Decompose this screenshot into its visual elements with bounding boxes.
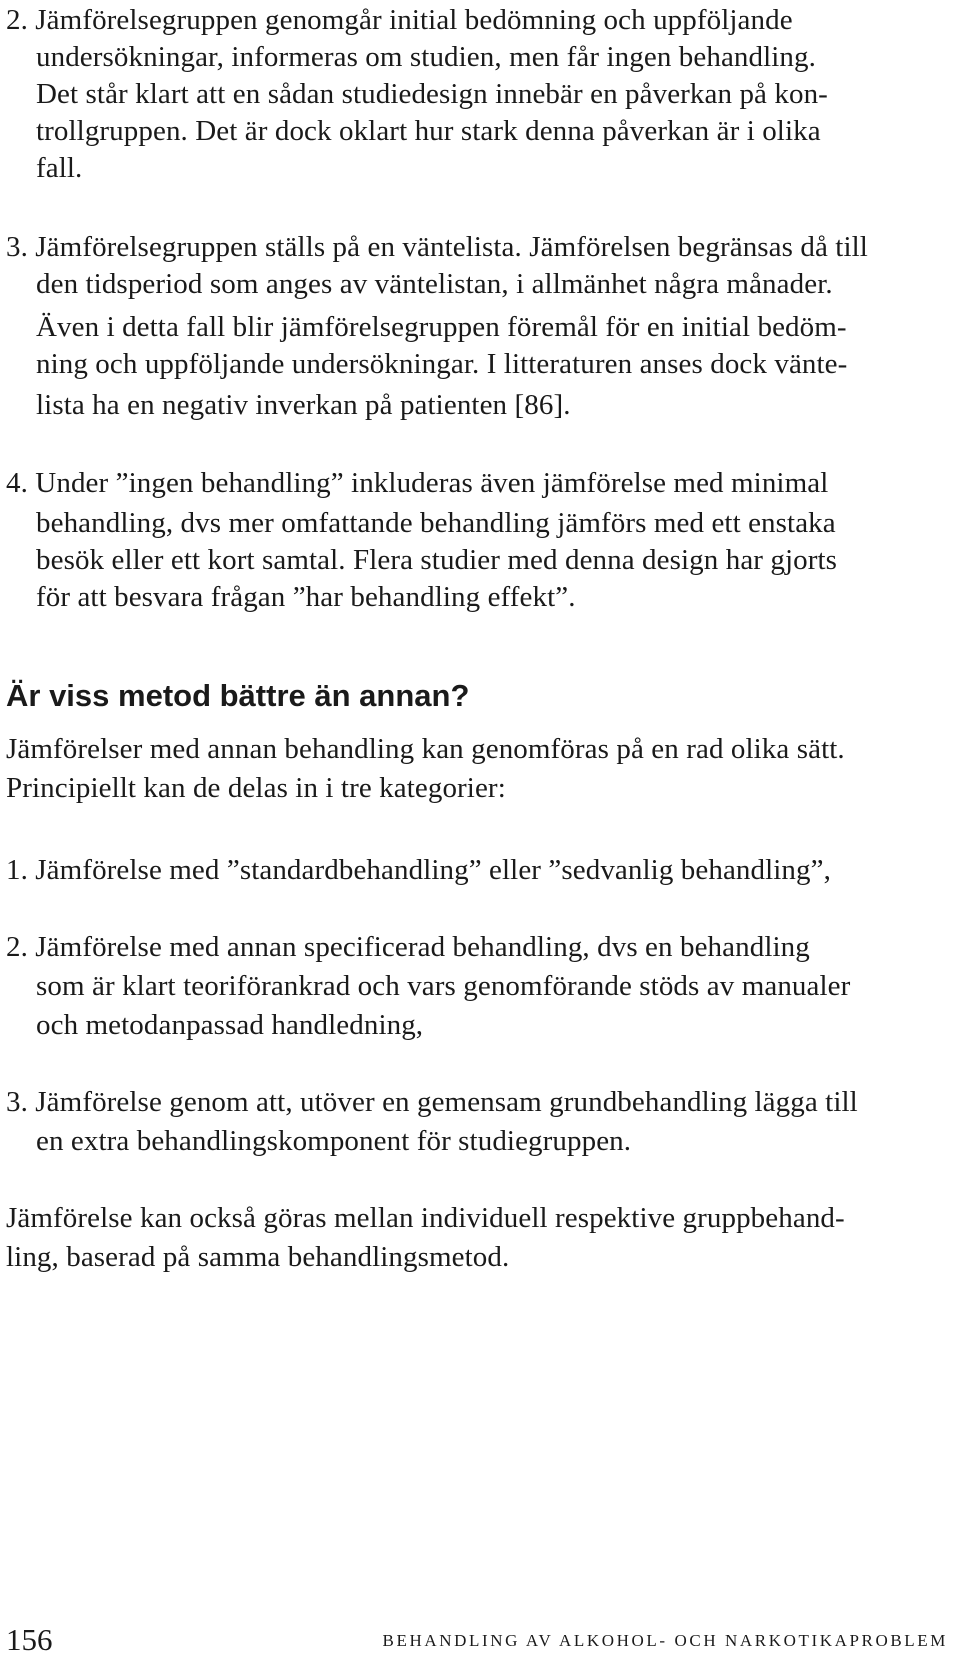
text-line: som är klart teoriförankrad och vars genomförande stöds av manualer	[36, 970, 851, 1002]
text-line: undersökningar, informeras om studien, men får ingen behandling.	[36, 41, 816, 73]
text-line: Det står klart att en sådan studiedesign innebär en påverkan på kon-	[36, 78, 828, 110]
text-line: 1. Jämförelse med ”standardbehandling” eller ”sedvanlig behandling”,	[6, 854, 831, 886]
text-line: ling, baserad på samma behandlingsmetod.	[6, 1241, 510, 1273]
text-line: ning och uppföljande undersökningar. I litteraturen anses dock vänte-	[36, 348, 848, 380]
text-line: 3. Jämförelsegruppen ställs på en väntelista. Jämförelsen begränsas då till	[6, 231, 868, 263]
text-line: lista ha en negativ inverkan på patienten [86].	[36, 389, 571, 421]
text-line: 4. Under ”ingen behandling” inkluderas även jämförelse med minimal	[6, 467, 829, 499]
text-line: 2. Jämförelse med annan specificerad behandling, dvs en behandling	[6, 931, 810, 963]
text-line: för att besvara frågan ”har behandling effekt”.	[36, 581, 576, 613]
text-line: Principiellt kan de delas in i tre kategorier:	[6, 772, 506, 804]
text-line: 3. Jämförelse genom att, utöver en gemensam grundbehandling lägga till	[6, 1086, 858, 1118]
text-line: Även i detta fall blir jämförelsegruppen föremål för en initial bedöm-	[36, 311, 847, 343]
text-line: behandling, dvs mer omfattande behandling jämförs med ett enstaka	[36, 507, 836, 539]
text-line: Jämförelser med annan behandling kan genomföras på en rad olika sätt.	[6, 733, 845, 765]
text-line: och metodanpassad handledning,	[36, 1009, 424, 1041]
running-title: BEHANDLING AV ALKOHOL- OCH NARKOTIKAPROBLEM	[382, 1631, 948, 1650]
page-number: 156	[6, 1622, 53, 1657]
text-line: besök eller ett kort samtal. Flera studier med denna design har gjorts	[36, 544, 838, 576]
text-line: 2. Jämförelsegruppen genomgår initial bedömning och uppföljande	[6, 4, 793, 36]
text-line: trollgruppen. Det är dock oklart hur stark denna påverkan är i olika	[36, 115, 821, 147]
section-heading: Är viss metod bättre än annan?	[6, 678, 470, 713]
text-line: fall.	[36, 152, 83, 184]
text-line: Jämförelse kan också göras mellan individuell respektive gruppbehand-	[6, 1202, 845, 1234]
text-line: den tidsperiod som anges av väntelistan, i allmänhet några månader.	[36, 268, 833, 300]
text-line: en extra behandlingskomponent för studiegruppen.	[36, 1125, 632, 1157]
